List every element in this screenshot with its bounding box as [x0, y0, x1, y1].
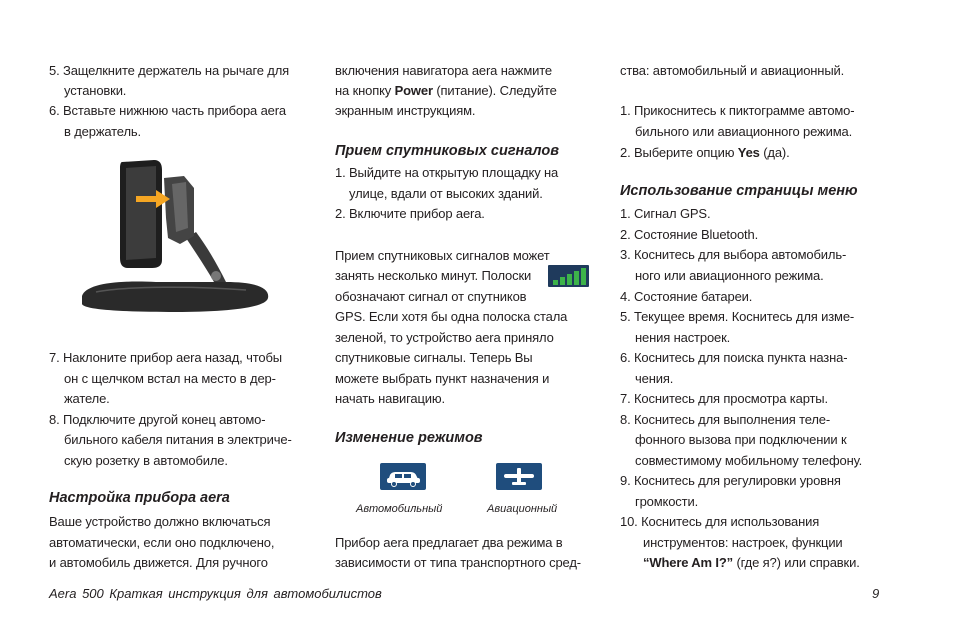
step-6-cont: в держатель. — [64, 124, 141, 139]
step-6: 6. Вставьте нижнюю часть прибора aera — [49, 103, 286, 118]
step-5-cont: установки. — [64, 83, 127, 98]
menu-item-7: 7. Коснитесь для просмотра карты. — [620, 391, 828, 406]
where-am-i-label: “Where Am I?” — [643, 555, 734, 570]
menu-item-6: 6. Коснитесь для поиска пункта назна- — [620, 350, 848, 365]
mode-car-label: Автомобильный — [356, 503, 443, 515]
step-5: 5. Защелкните держатель на рычаге для — [49, 63, 290, 78]
gps-signal-bars-icon — [548, 265, 589, 287]
mode-plane-label: Авиационный — [487, 503, 558, 515]
airplane-icon — [496, 463, 542, 490]
menu-item-3-cont: ного или авиационного режима. — [635, 268, 824, 283]
menu-item-1: 1. Сигнал GPS. — [620, 206, 711, 221]
setup-para-2: автоматически, если оно подключено, — [49, 535, 275, 550]
menu-item-8-cont2: совместимому мобильному телефону. — [635, 453, 863, 468]
mode-step-1: 1. Прикоснитесь к пиктограмме автомо- — [620, 103, 855, 118]
power-para-3: экранным инструкциям. — [335, 103, 476, 118]
menu-item-6-cont: чения. — [635, 371, 674, 386]
car-icon — [380, 463, 426, 490]
sat-step-1: 1. Выйдите на открытую площадку на — [335, 165, 559, 180]
menu-item-9-cont: громкости. — [635, 494, 699, 509]
modes-cont: ства: автомобильный и авиационный. — [620, 63, 845, 78]
mode-step-1-cont: бильного или авиационного режима. — [635, 124, 853, 139]
page-number: 9 — [872, 586, 880, 601]
menu-item-5-cont: нения настроек. — [635, 330, 731, 345]
menu-item-10-cont2: “Where Am I?” (где я?) или справки. — [643, 555, 860, 570]
heading-menu: Использование страницы меню — [620, 183, 858, 199]
sat-step-2: 2. Включите прибор aera. — [335, 206, 485, 221]
sat-para-2: занять несколько минут. Полоски — [335, 268, 532, 283]
power-para-2: на кнопку Power (питание). Следуйте — [335, 83, 557, 98]
menu-item-8: 8. Коснитесь для выполнения теле- — [620, 412, 831, 427]
power-para-1: включения навигатора aera нажмите — [335, 63, 552, 78]
menu-item-10-cont: инструментов: настроек, функции — [643, 535, 843, 550]
step-7-cont2: жателе. — [64, 391, 110, 406]
heading-setup: Настройка прибора aera — [49, 490, 230, 506]
modes-para-1: Прибор aera предлагает два режима в — [335, 535, 563, 550]
menu-item-2: 2. Состояние Bluetooth. — [620, 227, 759, 242]
step-7-cont: он с щелчком встал на место в дер- — [64, 371, 276, 386]
sat-para-7: можете выбрать пункт назначения и — [335, 371, 550, 386]
modes-para-2: зависимости от типа транспортного сред- — [335, 555, 581, 570]
step-7: 7. Наклоните прибор aera назад, чтобы — [49, 350, 282, 365]
sat-step-1-cont: улице, вдали от высоких зданий. — [349, 186, 543, 201]
menu-item-4: 4. Состояние батареи. — [620, 289, 753, 304]
sat-para-6: спутниковые сигналы. Теперь Вы — [335, 350, 533, 365]
device-mount-illustration — [76, 158, 270, 318]
setup-para-1: Ваше устройство должно включаться — [49, 514, 271, 529]
step-8-cont: бильного кабеля питания в электриче- — [64, 432, 292, 447]
sat-para-4: GPS. Если хотя бы одна полоска стала — [335, 309, 568, 324]
menu-item-9: 9. Коснитесь для регулировки уровня — [620, 473, 841, 488]
heading-satellite: Прием спутниковых сигналов — [335, 143, 559, 159]
menu-item-3: 3. Коснитесь для выбора автомобиль- — [620, 247, 847, 262]
menu-item-8-cont: фонного вызова при подключении к — [635, 432, 847, 447]
mode-step-2: 2. Выберите опцию Yes (да). — [620, 145, 790, 160]
sat-para-8: начать навигацию. — [335, 391, 445, 406]
sat-para-5: зеленой, то устройство aera приняло — [335, 330, 554, 345]
footer-title: Aera 500 Краткая инструкция для автомобилистов — [49, 586, 382, 601]
sat-para-3: обозначают сигнал от спутников — [335, 289, 527, 304]
menu-item-5: 5. Текущее время. Коснитесь для изме- — [620, 309, 855, 324]
sat-para-1: Прием спутниковых сигналов может — [335, 248, 550, 263]
step-8-cont2: скую розетку в автомобиле. — [64, 453, 228, 468]
step-8: 8. Подключите другой конец автомо- — [49, 412, 266, 427]
power-label: Power — [394, 83, 433, 98]
setup-para-3: и автомобиль движется. Для ручного — [49, 555, 268, 570]
heading-modes: Изменение режимов — [335, 430, 483, 446]
yes-label: Yes — [737, 145, 760, 160]
menu-item-10: 10. Коснитесь для использования — [620, 514, 820, 529]
